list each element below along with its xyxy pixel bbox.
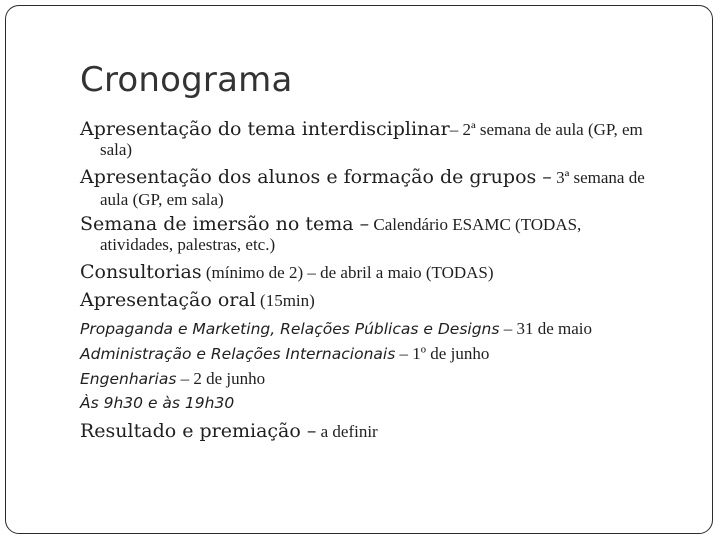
item-2-continuation [100, 190, 224, 210]
sub-item-1-plain: – 31 de maio [499, 319, 592, 338]
sub-item-3-italic: Engenharias [80, 370, 177, 388]
item-5-main: Apresentação oral [80, 289, 256, 311]
item-1 [80, 118, 643, 140]
item-5-detail: (15min) [255, 291, 315, 310]
sub-item-2 [80, 344, 489, 364]
item-4 [80, 261, 494, 283]
item-3-main: Semana de imersão no tema – [80, 213, 370, 235]
item-1-continuation-text: sala) [100, 140, 133, 159]
item-5 [80, 289, 315, 311]
sub-item-2-italic: Administração e Relações Internacionais [80, 345, 396, 363]
item-3-detail: Calendário ESAMC (TODAS, [369, 215, 582, 234]
item-1-main: Apresentação do tema interdisciplinar [80, 118, 450, 140]
sub-item-4 [80, 393, 234, 412]
result-item [80, 420, 378, 442]
item-1-continuation [100, 140, 132, 160]
result-main: Resultado e premiação – [80, 420, 317, 442]
item-1-detail: – 2ª semana de aula (GP, em [449, 120, 643, 139]
sub-item-2-plain: – 1º de junho [395, 344, 490, 363]
sub-item-1-italic: Propaganda e Marketing, Relações Públicas e Designs [80, 320, 500, 338]
item-4-detail: (mínimo de 2) – de abril a maio (TODAS) [201, 263, 494, 282]
item-2-main: Apresentação dos alunos e formação de grupos – [80, 166, 552, 188]
slide-title: Cronograma [80, 60, 293, 100]
sub-item-3-plain: – 2 de junho [176, 369, 266, 388]
sub-item-4-italic: Às 9h30 e às 19h30 [80, 394, 235, 412]
item-2-detail: 3ª semana de [551, 168, 645, 187]
item-3 [80, 213, 581, 235]
item-2-continuation-text: aula (GP, em sala) [100, 190, 224, 209]
item-2 [80, 166, 645, 188]
sub-item-1 [80, 319, 592, 339]
item-3-continuation [100, 235, 275, 255]
sub-item-3 [80, 369, 265, 389]
item-4-main: Consultorias [80, 261, 202, 283]
result-detail: a definir [316, 422, 378, 441]
item-3-continuation-text: atividades, palestras, etc.) [100, 235, 276, 254]
